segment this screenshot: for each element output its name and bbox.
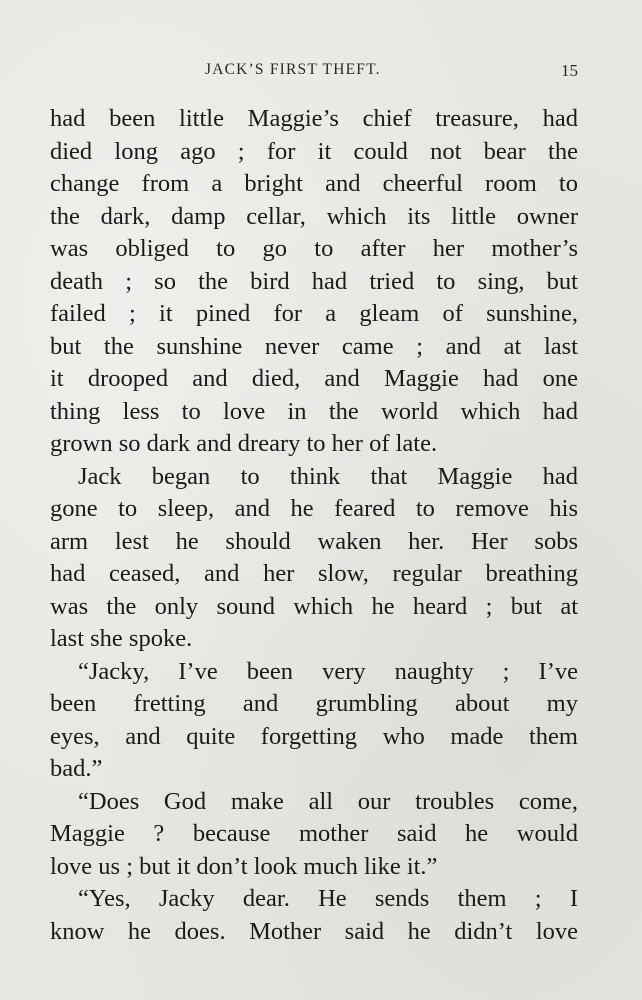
- text-line: it drooped and died, and Maggie had one: [50, 365, 578, 392]
- text-line: death ; so the bird had tried to sing, but: [50, 267, 578, 295]
- text-line: died long ago ; for it could not bear the: [50, 137, 578, 165]
- running-head: [50, 61, 578, 85]
- text-line: change from a bright and cheerful room to: [50, 170, 578, 197]
- text-line: Maggie ? because mother said he would: [50, 820, 578, 847]
- text-line: failed ; it pined for a gleam of sunshine,: [50, 300, 578, 327]
- text-line: Jack began to think that Maggie had: [78, 462, 578, 490]
- text-line: love us ; but it don’t look much like it.”: [50, 852, 438, 880]
- text-line: “Does God make all our troubles come,: [78, 787, 578, 815]
- text-line: the dark, damp cellar, which its little owner: [50, 202, 578, 230]
- text-line: know he does. Mother said he didn’t love: [50, 917, 578, 945]
- text-line: had been little Maggie’s chief treasure, had: [50, 105, 578, 132]
- text-line: but the sunshine never came ; and at last: [50, 332, 578, 360]
- text-line: “Yes, Jacky dear. He sends them ; I: [78, 885, 578, 912]
- text-line: had ceased, and her slow, regular breathing: [50, 560, 578, 587]
- page-number: 15: [561, 61, 578, 80]
- text-line: eyes, and quite forgetting who made them: [50, 722, 578, 750]
- text-line: been fretting and grumbling about my: [50, 690, 578, 717]
- text-line: was the only sound which he heard ; but at: [50, 592, 578, 620]
- running-title: JACK’S FIRST THEFT.: [205, 61, 381, 78]
- text-line: was obliged to go to after her mother’s: [50, 235, 578, 262]
- text-line: gone to sleep, and he feared to remove his: [50, 495, 578, 522]
- text-line: last she spoke.: [50, 625, 193, 652]
- text-line: thing less to love in the world which had: [50, 397, 578, 425]
- text-line: bad.”: [50, 755, 103, 782]
- body-text: [50, 103, 578, 948]
- text-line: arm lest he should waken her. Her sobs: [50, 527, 578, 555]
- text-line: “Jacky, I’ve been very naughty ; I’ve: [78, 657, 578, 685]
- text-line: grown so dark and dreary to her of late.: [50, 430, 438, 457]
